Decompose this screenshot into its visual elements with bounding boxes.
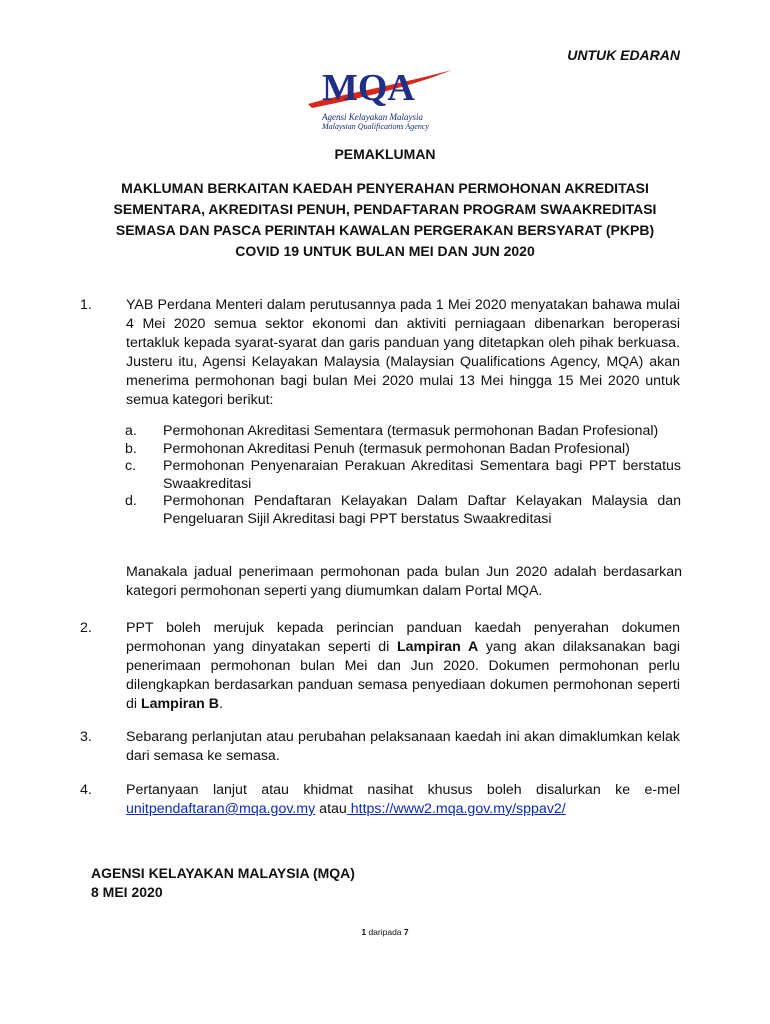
notice-label: PEMAKLUMAN (334, 146, 436, 162)
list-item-letter: c. (125, 458, 137, 474)
list-item-letter: a. (125, 423, 137, 439)
attachment-b-ref: Lampiran B (140, 696, 220, 712)
list-item-letter: b. (125, 440, 137, 457)
list-item-text: Permohonan Pendaftaran Kelayakan Dalam Daftar Kelayakan Malaysia dan Pengeluaran Sijil Akreditasi bagi PPT berstatus Swaakreditasi (163, 493, 681, 527)
paragraph-text-part: yang akan dilaksanakan bagi penerimaan permohonan bulan Mei dan Jun 2020. Dokumen permohonan perlu dilengkapkan berdasarkan panduan semasa penyediaan dokumen permohonan seperti di (126, 639, 680, 712)
page-of-label: daripada (366, 927, 404, 937)
attachment-a-ref: Lampiran A (396, 639, 479, 655)
paragraph-number: 1. (80, 297, 92, 313)
signature-block (91, 864, 355, 902)
signature-date: 8 MEI 2020 (91, 884, 163, 900)
paragraph-text-part: PPT boleh merujuk kepada perincian panduan kaedah penyerahan dokumen permohonan yang dinyatakan seperti di (126, 620, 680, 655)
paragraph-text-part: . (219, 696, 223, 712)
mqa-logo (302, 64, 462, 140)
paragraph-number: 4. (80, 782, 92, 798)
distribution-tag: UNTUK EDARAN (567, 47, 680, 63)
list-item-text: Permohonan Akreditasi Sementara (termasuk permohonan Badan Profesional) (163, 423, 659, 439)
list-item (125, 493, 681, 528)
page-current: 1 (361, 927, 367, 937)
list-item (125, 423, 681, 441)
list-item-letter: d. (125, 493, 137, 509)
paragraph-1 (80, 296, 680, 410)
mqa-logo-mark (302, 64, 462, 114)
paragraph-text-part: Pertanyaan lanjut atau khidmat nasihat khusus boleh disalurkan ke e-mel (126, 782, 680, 798)
page-total: 7 (403, 927, 409, 937)
signature-org: AGENSI KELAYAKAN MALAYSIA (MQA) (91, 865, 355, 881)
list-item (125, 441, 681, 459)
portal-url-link[interactable]: https://www2.mqa.gov.my/sppav2/ (346, 801, 566, 817)
list-item (125, 458, 681, 493)
paragraph-3 (80, 728, 680, 766)
paragraph-number: 3. (80, 729, 92, 745)
list-item-text: Permohonan Akreditasi Penuh (termasuk permohonan Badan Profesional) (163, 440, 630, 457)
category-list (125, 423, 681, 528)
paragraph-text-part: atau (315, 801, 347, 817)
page-number (0, 927, 770, 937)
paragraph-text: YAB Perdana Menteri dalam perutusannya pada 1 Mei 2020 menyatakan bahawa mulai 4 Mei 2020 semua sektor ekonomi dan aktiviti perniagaan dibenarkan beroperasi tertakluk kepada syarat-syarat dan garis panduan yang ditetapkan oleh pihak berkuasa. Justeru itu, Agensi Kelayakan Malaysia (Malaysian Qualifications Agency, MQA) akan menerima permohonan bagi bulan Mei 2020 mulai 13 Mei hingga 15 Mei 2020 untuk semua kategori berikut: (126, 297, 680, 408)
closing-paragraph: Manakala jadual penerimaan permohonan pada bulan Jun 2020 adalah berdasarkan kategori permohonan seperti yang diumumkan dalam Portal MQA. (126, 564, 682, 599)
paragraph-4 (80, 781, 680, 819)
document-title: MAKLUMAN BERKAITAN KAEDAH PENYERAHAN PERMOHONAN AKREDITASI SEMENTARA, AKREDITASI PENUH, PENDAFTARAN PROGRAM SWAAKREDITASI SEMASA DAN PASCA PERINTAH KAWALAN PERGERAKAN BERSYARAT (PKPB) COVID 19 UNTUK BULAN MEI DAN JUN 2020 (113, 180, 657, 259)
paragraph-2 (80, 619, 680, 714)
logo-caption-english: Malaysian Qualifications Agency (322, 122, 429, 131)
logo-caption (322, 112, 472, 132)
logo-letters: MQA (322, 67, 415, 109)
paragraph-text (126, 781, 680, 819)
list-item-text: Permohonan Penyenaraian Perakuan Akreditasi Sementara bagi PPT berstatus Swaakreditasi (163, 458, 681, 492)
email-link[interactable]: unitpendaftaran@mqa.gov.my (126, 801, 316, 817)
paragraph-text: Sebarang perlanjutan atau perubahan pelaksanaan kaedah ini akan dimaklumkan kelak dari semasa ke semasa. (126, 729, 680, 764)
logo-caption-malay: Agensi Kelayakan Malaysia (322, 112, 423, 122)
paragraph-text (126, 619, 680, 714)
paragraph-number: 2. (80, 620, 92, 636)
